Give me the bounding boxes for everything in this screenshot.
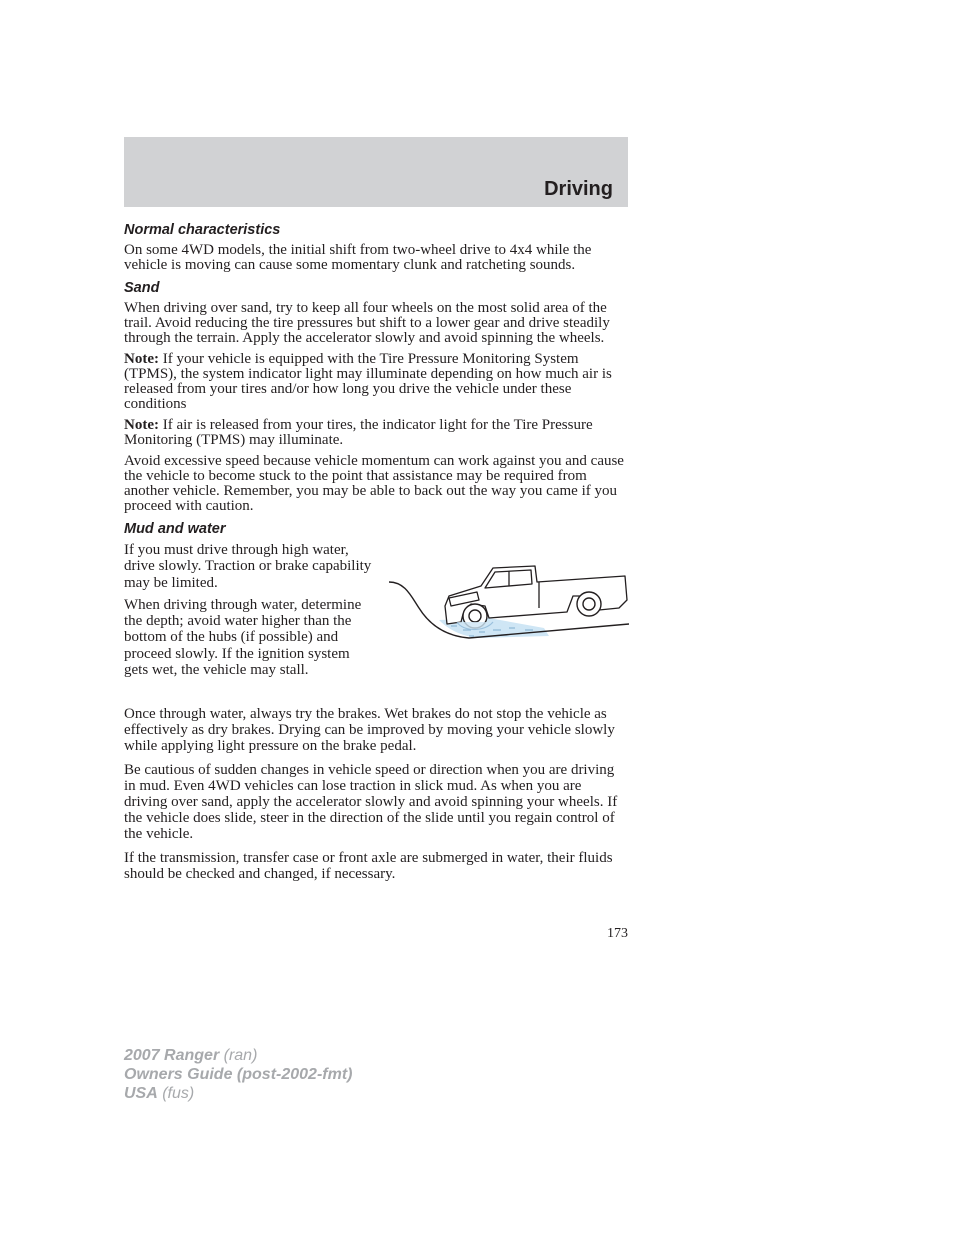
paragraph-mud-5: If the transmission, transfer case or front axle are submerged in water, their fluids should be checked and changed, if necessary. — [124, 849, 613, 882]
footer-line-3 — [124, 1084, 352, 1103]
note-text: If air is released from your tires, the indicator light for the Tire Pressure Monitoring (TPMS) may illuminate. — [124, 417, 593, 448]
header-band — [124, 137, 628, 207]
footer-model: 2007 Ranger — [124, 1047, 220, 1064]
heading-normal-characteristics: Normal characteristics — [124, 222, 281, 238]
paragraph-mud-1: If you must drive through high water, drive slowly. Traction or brake capability may be limited. — [124, 542, 372, 591]
paragraph-mud-4: Be cautious of sudden changes in vehicle speed or direction when you are driving in mud. Even 4WD vehicles can lose traction in slick mud. As when you are driving over sand, apply the accelerator slowly and avoid spinning your wheels. If the vehicle does slide, steer in the direction of the slide until you regain control of the vehicle. — [124, 761, 618, 843]
footer-market-code: (fus) — [157, 1085, 195, 1102]
footer-doc-info — [124, 1046, 352, 1103]
page-content — [124, 221, 628, 889]
page-number: 173 — [607, 926, 628, 941]
mud-intro-block — [124, 542, 628, 700]
footer-line-2 — [124, 1065, 352, 1084]
paragraph-sand-2: Avoid excessive speed because vehicle momentum can work against you and cause the vehicle to become stuck to the point that assistance may be required from another vehicle. Remember, you may be able to back out the way you came if you proceed with caution. — [124, 453, 624, 514]
mud-intro-text — [124, 542, 374, 684]
note-tpms-2 — [124, 418, 628, 448]
note-text: If your vehicle is equipped with the Tire Pressure Monitoring System (TPMS), the system indicator light may illuminate depending on how much air is released from your tires and/or how long you drive the vehicle under these conditions — [124, 351, 612, 412]
footer-guide: Owners Guide (post-2002-fmt) — [124, 1066, 353, 1083]
section-title: Driving — [544, 178, 613, 200]
paragraph-mud-3: Once through water, always try the brakes. Wet brakes do not stop the vehicle as effectively as dry brakes. Drying can be improved by moving your vehicle slowly while applying light pressure on the brake pedal. — [124, 706, 615, 755]
paragraph-sand-1: When driving over sand, try to keep all four wheels on the most solid area of the trail. Avoid reducing the tire pressures but shift to a lower gear and drive steadily through the terrain. Apply the accelerator slowly and avoid spinning the wheels. — [124, 300, 610, 346]
footer-model-code: (ran) — [219, 1047, 258, 1064]
footer-market: USA — [124, 1085, 158, 1102]
paragraph-normal-1: On some 4WD models, the initial shift from two-wheel drive to 4x4 while the vehicle is moving can cause some momentary clunk and ratcheting sounds. — [124, 242, 592, 273]
heading-sand: Sand — [124, 280, 160, 296]
heading-mud-and-water: Mud and water — [124, 521, 226, 537]
note-label: Note: — [124, 351, 159, 367]
footer-line-1 — [124, 1046, 352, 1065]
note-label: Note: — [124, 417, 159, 433]
truck-in-water-icon — [389, 556, 629, 666]
note-tpms-1 — [124, 352, 628, 412]
paragraph-mud-2: When driving through water, determine the depth; avoid water higher than the bottom of the hubs (if possible) and proceed slowly. If the ignition system gets wet, the vehicle may stall. — [124, 596, 362, 679]
